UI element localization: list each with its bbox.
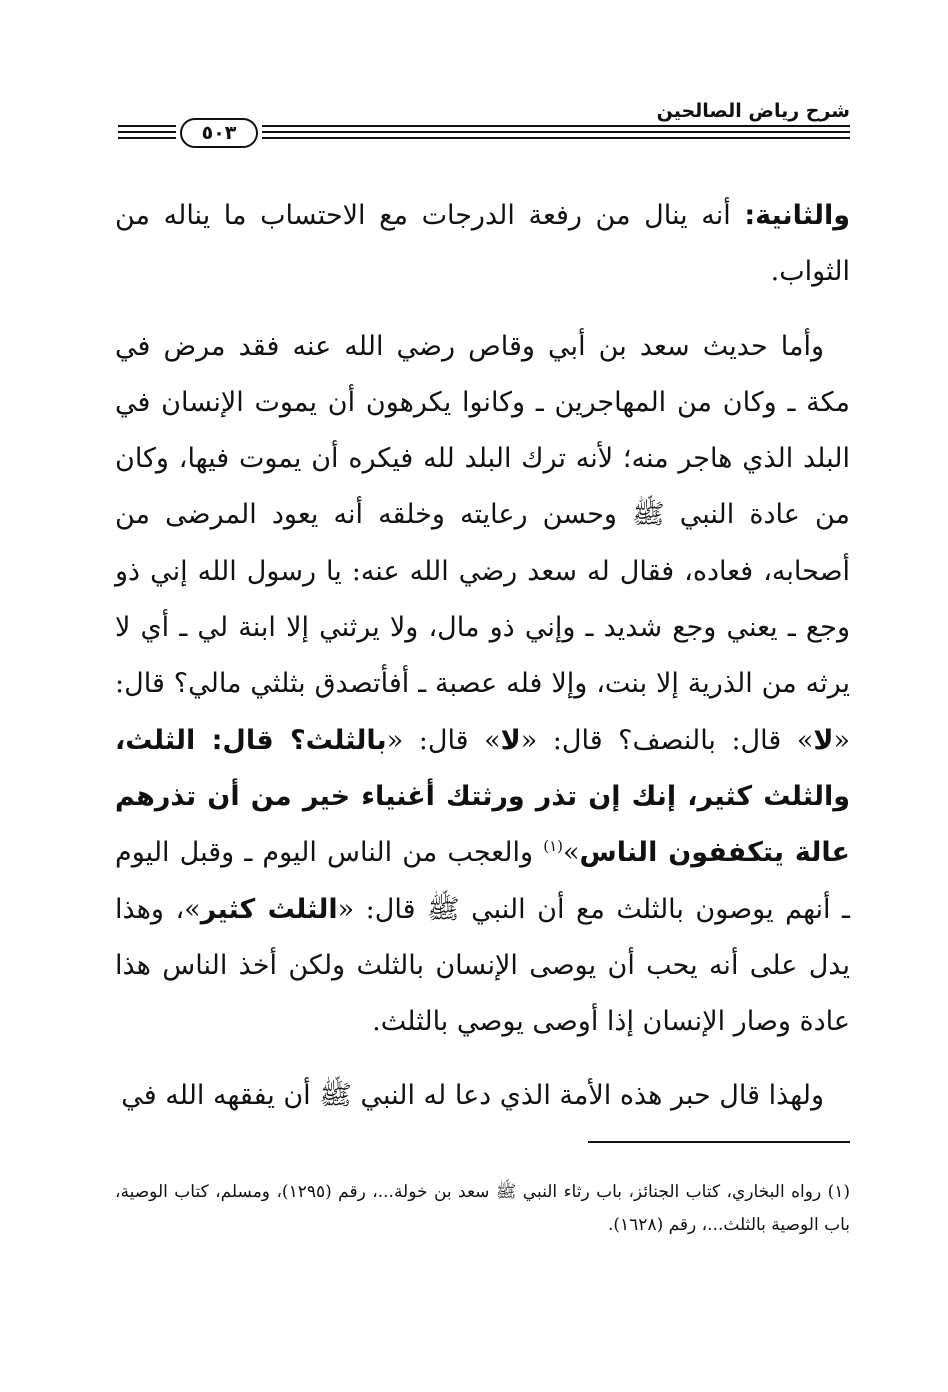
paragraph-1-text: أنه ينال من رفعة الدرجات مع الاحتساب ما يناله من الثواب. <box>115 200 850 288</box>
paragraph-2-text: وأما حديث سعد بن أبي وقاص رضي الله عنه فقد مرض في مكة ـ وكان من المهاجرين ـ وكانوا يكرهون أن يموت الإنسان في البلد الذي هاجر منه؛ لأنه ترك البلد لله فيكره أن يموت فيها، وكان من عادة النبي ﷺ وحسن رعايته وخلقه أنه يعود المرضى من أصحابه، فعاده، فقال له سعد رضي الله عنه: يا رسول الله إني ذو وجع ـ يعني وجع شديد ـ وإني ذو مال، ولا يرثني إلا ابنة لي ـ أي لا يرثه من الذرية إلا بنت، وإلا فله عصبة ـ أفأتصدق بثلثي مالي؟ قال: « <box>115 330 850 756</box>
header-rule-left <box>118 125 176 141</box>
footnote-ref-1: (١) <box>543 837 563 856</box>
paragraph-2-after-ref: والعجب من الناس اليوم ـ وقبل اليوم ـ أنهم يوصون بالثلث مع أن النبي ﷺ قال: « <box>115 837 850 925</box>
hadith-quote: بالثلث؟ قال: الثلث، والثلث كثير، إنك إن تذر ورثتك أغنياء خير من أن تذرهم عالة يتكففون الناس <box>115 724 850 869</box>
footnotes <box>115 1176 850 1242</box>
paragraph-3 <box>115 1068 850 1124</box>
header-rule-right <box>262 125 850 141</box>
paragraph-2-mid-1: » قال: بالنصف؟ قال: « <box>520 724 814 756</box>
quote-la-1: لا <box>813 724 834 756</box>
paragraph-2 <box>115 319 850 1051</box>
body-text <box>115 188 850 1125</box>
page-number: ٥٠٣ <box>180 118 258 148</box>
running-title: شرح رياض الصالحين <box>656 100 850 122</box>
quote-close: » <box>562 837 580 869</box>
paragraph-2-mid-2: » قال: « <box>386 724 501 756</box>
paragraph-3-text: ولهذا قال حبر هذه الأمة الذي دعا له النبي ﷺ أن يفقهه الله في <box>121 1080 824 1112</box>
hadith-quote-2: الثلث كثير <box>200 893 338 925</box>
quote-la-2: لا <box>500 724 521 756</box>
paragraph-1 <box>115 188 850 301</box>
paragraph-2-end: »، وهذا يدل على أنه يحب أن يوصى الإنسان بالثلث ولكن أخذ الناس هذا عادة وصار الإنسان إذا أوصى يوصي بالثلث. <box>115 893 850 1038</box>
paragraph-1-label: والثانية: <box>744 200 850 231</box>
footnote-1: (١) رواه البخاري، كتاب الجنائز، باب رثاء النبي ﷺ سعد بن خولة...، رقم (١٢٩٥)، ومسلم، كتاب الوصية، باب الوصية بالثلث...، رقم (١٦٢٨). <box>115 1182 850 1235</box>
footnote-rule <box>588 1141 850 1143</box>
